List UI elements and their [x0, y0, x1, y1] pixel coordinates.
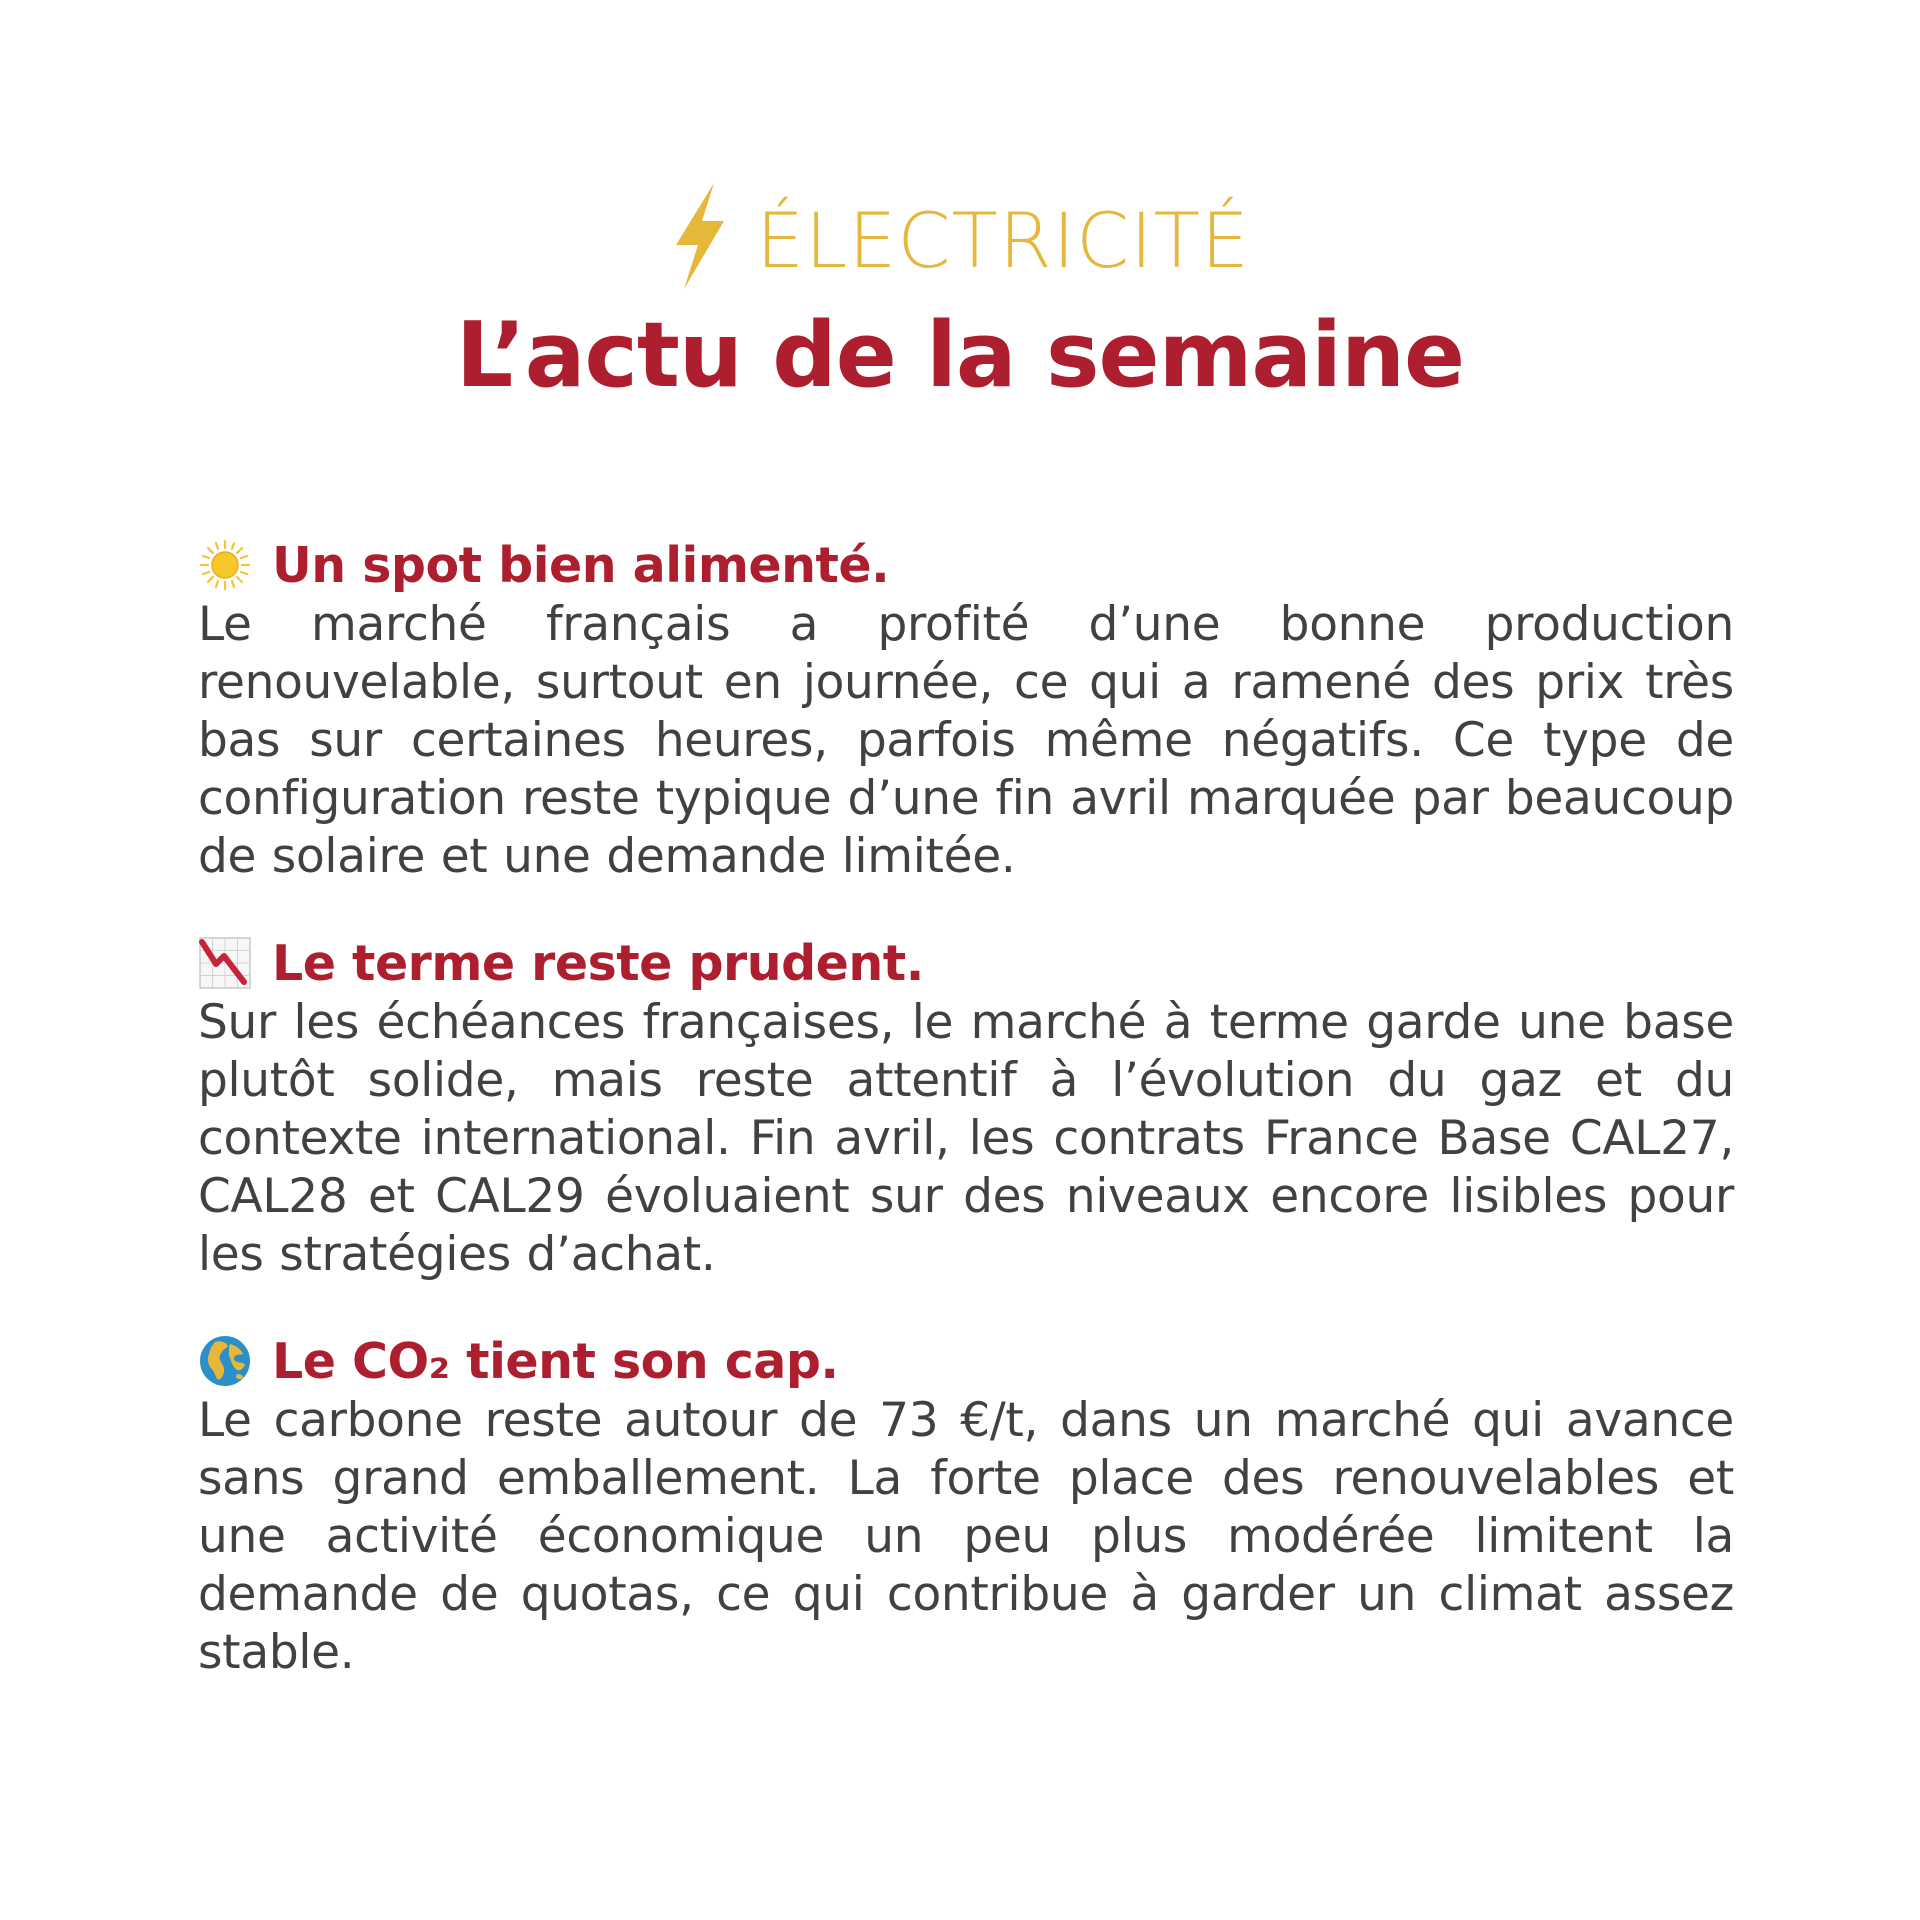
news-section-spot	[198, 534, 1734, 886]
header-kicker	[0, 176, 1920, 296]
section-heading	[198, 1330, 1734, 1392]
section-title: Le CO₂ tient son cap.	[272, 1332, 839, 1390]
section-body: Le marché français a profité d’une bonne production renouvelable, surtout en journée, ce qui a ramené des prix très bas sur certaines heures, parfois même négatifs. Ce type de configuration reste typique d’une fin avril marquée par beaucoup de solaire et une demande limitée.	[198, 597, 1734, 884]
lightning-bolt-icon	[670, 181, 730, 291]
section-title: Un spot bien alimenté.	[272, 536, 890, 594]
chart-decreasing-icon	[198, 936, 252, 990]
section-body: Sur les échéances françaises, le marché à terme garde une base plutôt solide, mais reste attentif à l’évolution du gaz et du contexte international. Fin avril, les contrats France Base CAL27, CAL28 et CAL29 évoluaient sur des niveaux encore lisibles pour les stratégies d’achat.	[198, 995, 1734, 1282]
sun-icon	[198, 538, 252, 592]
news-section-co2	[198, 1330, 1734, 1682]
globe-icon	[198, 1334, 252, 1388]
kicker-label: ÉLECTRICITÉ	[755, 196, 1250, 285]
section-body: Le carbone reste autour de 73 €/t, dans un marché qui avance sans grand emballement. La forte place des renouvelables et une activité économique un peu plus modérée limitent la demande de quotas, ce qui contribue à garder un climat assez stable.	[198, 1393, 1734, 1680]
section-title: Le terme reste prudent.	[272, 934, 924, 992]
news-section-forward	[198, 932, 1734, 1284]
section-heading	[198, 534, 1734, 596]
section-heading	[198, 932, 1734, 994]
page-title: L’actu de la semaine	[455, 303, 1465, 408]
